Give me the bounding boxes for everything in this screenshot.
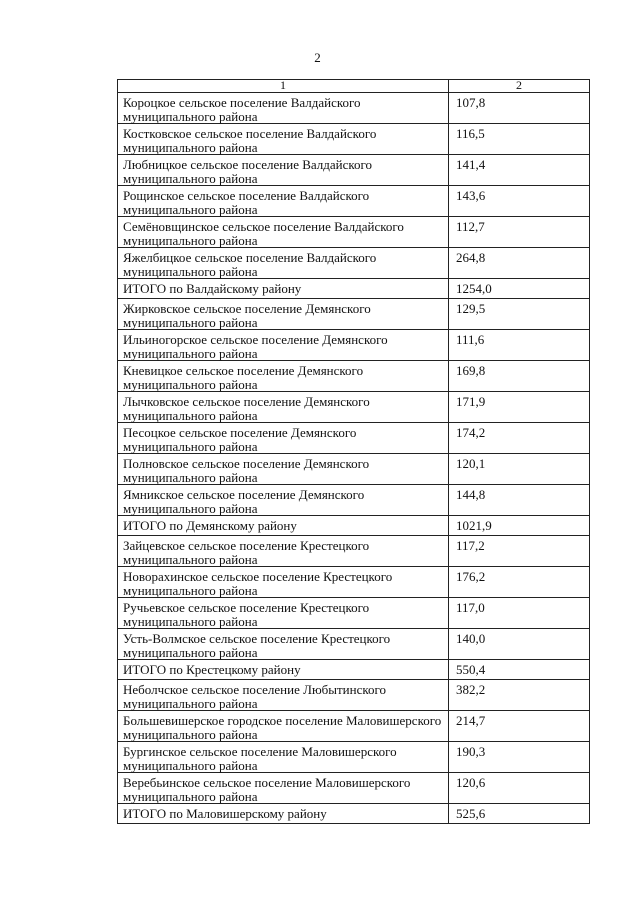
settlement-name-cell [118,660,449,680]
amount-cell [449,804,590,824]
table-row [118,629,590,660]
amount-cell [449,299,590,330]
settlement-name: Жирковское сельское поселение Демянского муниципального района [123,301,371,330]
column-header-2: 2 [449,80,590,93]
allocation-table [117,79,590,824]
table-row [118,155,590,186]
table-row [118,773,590,804]
amount-cell [449,186,590,217]
settlement-name-cell [118,536,449,567]
amount-value: 107,8 [456,95,486,110]
settlement-name-cell [118,186,449,217]
amount-value: 174,2 [456,425,486,440]
total-label: ИТОГО по Валдайскому району [123,281,302,296]
amount-value: 112,7 [456,219,485,234]
amount-value: 264,8 [456,250,486,265]
settlement-name: Кневицкое сельское поселение Демянского муниципального района [123,363,364,392]
amount-cell [449,629,590,660]
settlement-name-cell [118,217,449,248]
settlement-name: Песоцкое сельское поселение Демянского муниципального района [123,425,357,454]
table-row [118,423,590,454]
total-amount: 1021,9 [456,518,492,533]
amount-cell [449,93,590,124]
settlement-name-cell [118,680,449,711]
amount-value: 140,0 [456,631,486,646]
settlement-name-cell [118,516,449,536]
amount-value: 382,2 [456,682,486,697]
total-amount: 1254,0 [456,281,492,296]
amount-cell [449,217,590,248]
settlement-name: Неболчское сельское поселение Любытинского муниципального района [123,682,387,711]
table-row [118,248,590,279]
settlement-name-cell [118,742,449,773]
settlement-name: Ямникское сельское поселение Демянского муниципального района [123,487,365,516]
table-total-row [118,279,590,299]
settlement-name-cell [118,392,449,423]
settlement-name-cell [118,361,449,392]
table-row [118,567,590,598]
settlement-name-cell [118,279,449,299]
amount-cell [449,124,590,155]
table-total-row [118,516,590,536]
amount-cell [449,155,590,186]
amount-value: 214,7 [456,713,486,728]
table-row [118,299,590,330]
amount-cell [449,361,590,392]
amount-cell [449,660,590,680]
table-row [118,361,590,392]
table-row [118,680,590,711]
amount-cell [449,680,590,711]
settlement-name-cell [118,155,449,186]
settlement-name-cell [118,454,449,485]
settlement-name-cell [118,299,449,330]
table-row [118,124,590,155]
amount-value: 117,0 [456,600,485,615]
table-row [118,217,590,248]
amount-value: 169,8 [456,363,486,378]
amount-value: 143,6 [456,188,486,203]
settlement-name-cell [118,248,449,279]
table-header-row [118,80,590,93]
settlement-name: Зайцевское сельское поселение Крестецкого муниципального района [123,538,370,567]
settlement-name-cell [118,804,449,824]
amount-value: 120,6 [456,775,486,790]
settlement-name: Любницкое сельское поселение Валдайского муниципального района [123,157,373,186]
amount-cell [449,485,590,516]
column-header-1: 1 [118,80,449,93]
amount-cell [449,423,590,454]
amount-value: 171,9 [456,394,486,409]
amount-cell [449,598,590,629]
amount-value: 116,5 [456,126,485,141]
amount-cell [449,536,590,567]
amount-cell [449,516,590,536]
settlement-name: Веребьинское сельское поселение Маловишерского муниципального района [123,775,411,804]
amount-value: 117,2 [456,538,485,553]
settlement-name: Бургинское сельское поселение Маловишерского муниципального района [123,744,397,773]
page-number: 2 [314,50,321,65]
table-row [118,485,590,516]
amount-value: 120,1 [456,456,486,471]
total-label: ИТОГО по Демянскому району [123,518,297,533]
table-total-row [118,804,590,824]
settlement-name: Костковское сельское поселение Валдайского муниципального района [123,126,377,155]
amount-cell [449,711,590,742]
settlement-name: Рощинское сельское поселение Валдайского муниципального района [123,188,370,217]
table-row [118,330,590,361]
amount-cell [449,330,590,361]
amount-cell [449,773,590,804]
amount-cell [449,279,590,299]
amount-value: 176,2 [456,569,486,584]
total-label: ИТОГО по Маловишерскому району [123,806,327,821]
amount-value: 190,3 [456,744,486,759]
settlement-name: Яжелбицкое сельское поселение Валдайского муниципального района [123,250,377,279]
settlement-name: Полновское сельское поселение Демянского муниципального района [123,456,370,485]
settlement-name: Ильиногорское сельское поселение Демянского муниципального района [123,332,388,361]
table-total-row [118,660,590,680]
total-label: ИТОГО по Крестецкому району [123,662,301,677]
settlement-name-cell [118,423,449,454]
settlement-name: Семёновщинское сельское поселение Валдайского муниципального района [123,219,404,248]
table-row [118,186,590,217]
settlement-name-cell [118,773,449,804]
table-row [118,392,590,423]
settlement-name: Ручьевское сельское поселение Крестецкого муниципального района [123,600,370,629]
settlement-name-cell [118,629,449,660]
table-row [118,93,590,124]
settlement-name-cell [118,485,449,516]
amount-value: 111,6 [456,332,485,347]
amount-value: 141,4 [456,157,486,172]
settlement-name-cell [118,124,449,155]
amount-cell [449,454,590,485]
table-row [118,742,590,773]
settlement-name-cell [118,567,449,598]
table-row [118,598,590,629]
amount-cell [449,248,590,279]
table-row [118,454,590,485]
amount-cell [449,567,590,598]
settlement-name-cell [118,711,449,742]
amount-value: 129,5 [456,301,486,316]
settlement-name: Усть-Волмское сельское поселение Крестецкого муниципального района [123,631,391,660]
table-row [118,711,590,742]
settlement-name-cell [118,598,449,629]
settlement-name: Новорахинское сельское поселение Крестецкого муниципального района [123,569,393,598]
settlement-name: Короцкое сельское поселение Валдайского муниципального района [123,95,361,124]
settlement-name: Лычковское сельское поселение Демянского муниципального района [123,394,370,423]
amount-cell [449,742,590,773]
table-row [118,536,590,567]
settlement-name-cell [118,330,449,361]
total-amount: 550,4 [456,662,486,677]
amount-value: 144,8 [456,487,486,502]
settlement-name-cell [118,93,449,124]
amount-cell [449,392,590,423]
total-amount: 525,6 [456,806,486,821]
settlement-name: Большевишерское городское поселение Маловишерского муниципального района [123,713,442,742]
